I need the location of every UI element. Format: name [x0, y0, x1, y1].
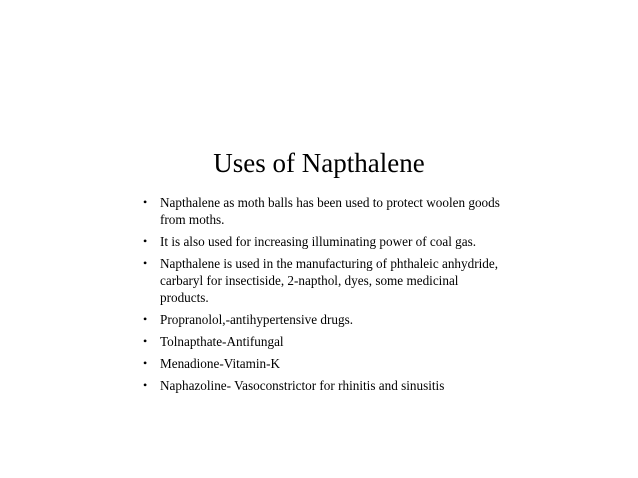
- bullet-text: Tolnapthate-Antifungal: [160, 334, 284, 349]
- bullet-item-3: [142, 255, 502, 306]
- bullet-icon: •: [143, 312, 148, 326]
- bullet-icon: •: [143, 234, 148, 248]
- bullet-item-7: [142, 377, 502, 394]
- slide-title: Uses of Napthalene: [213, 148, 425, 178]
- bullet-item-2: [142, 233, 502, 250]
- bullet-icon: •: [143, 195, 148, 209]
- bullet-text: Napthalene as moth balls has been used to protect woolen goods from moths.: [160, 195, 500, 227]
- bullet-icon: •: [143, 356, 148, 370]
- bullet-item-5: [142, 333, 502, 350]
- bullet-icon: •: [143, 334, 148, 348]
- bullet-icon: •: [143, 256, 148, 270]
- bullet-text: Propranolol,-antihypertensive drugs.: [160, 312, 354, 327]
- bullet-list: [142, 194, 502, 399]
- bullet-text: Naphazoline- Vasoconstrictor for rhinitis and sinusitis: [160, 378, 445, 393]
- bullet-icon: •: [143, 378, 148, 392]
- bullet-item-1: [142, 194, 502, 228]
- bullet-text: Menadione-Vitamin-K: [160, 356, 281, 371]
- bullet-item-4: [142, 311, 502, 328]
- bullet-item-6: [142, 355, 502, 372]
- bullet-text: Napthalene is used in the manufacturing of phthaleic anhydride, carbaryl for insectiside, 2-napthol, dyes, some medicinal products.: [160, 256, 499, 305]
- bullet-text: It is also used for increasing illuminating power of coal gas.: [160, 234, 477, 249]
